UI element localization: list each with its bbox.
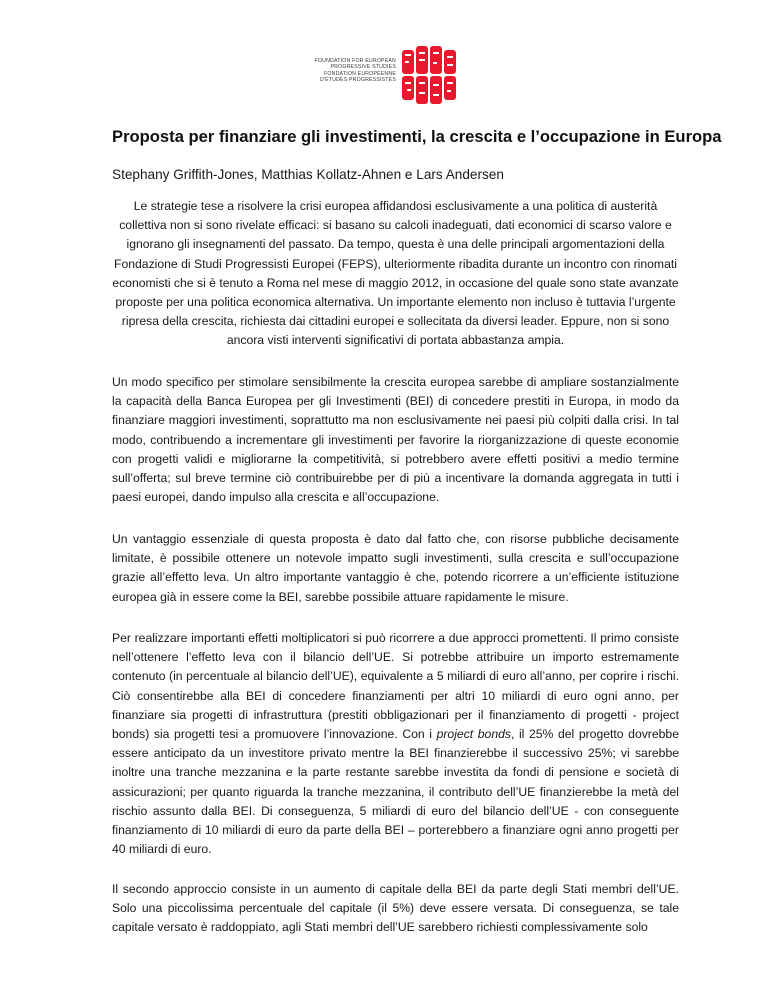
body-paragraph xyxy=(112,629,679,859)
foundation-name-line: FONDATION EUROPÉENNE xyxy=(324,70,396,77)
feps-logo xyxy=(398,44,460,106)
body-paragraph: Un modo specifico per stimolare sensibilmente la crescita europea sarebbe di ampliare sostanzialmente la capacità della Banca Europea per gli Investimenti (BEI) di concedere prestiti in Europa, in modo da finanziare maggiori investimenti, soprattutto ma non esclusivamente nei paesi più colpiti dalla crisi. In tal modo, contribuendo a incrementare gli investimenti per favorire la riorganizzazione di queste economie con progetti validi e migliorarne la competitività, si potrebbero avere effetti positivi a medio termine sull’offerta; sul breve termine ciò contribuirebbe per di più a incentivare la domanda aggregata in tutti i paesi europei, dando impulso alla crescita e all’occupazione. xyxy=(112,375,679,505)
body-text: Per realizzare importanti effetti moltiplicatori si può ricorrere a due approcci promettenti. Il primo consiste nell’ottenere l’effetto leva con il bilancio dell’UE. Si potrebbe attribuire un importo estremamente contenuto (in percentuale al bilancio dell’UE), equivalente a 5 miliardi di euro all’anno, per coprire i rischi. Ciò consentirebbe alla BEI di concedere finanziamenti per altri 10 miliardi di euro ogni anno, per finanziare sia progetti di infrastruttura (prestiti obbligazionari per il finanziamento di progetti - project bonds) sia progetti tesi a promuovere l’innovazione. Con i xyxy=(112,631,679,742)
foundation-name-line: D'ÉTUDES PROGRESSISTES xyxy=(319,77,396,84)
document-authors: Stephany Griffith-Jones, Matthias Kollatz-Ahnen e Lars Andersen xyxy=(112,167,504,182)
italic-term: project bonds xyxy=(436,727,511,742)
abstract-paragraph: Le strategie tese a risolvere la crisi europea affidandosi esclusivamente a una politica di austerità collettiva non si sono rivelate efficaci: si basano su calcoli inadeguati, dati economici di scarso valore e ignorano gli insegnamenti del passato. Da tempo, questa è una delle principali argomentazioni della Fondazione di Studi Progressisti Europei (FEPS), ulteriormente ribadita durante un incontro con rinomati economisti che si è tenuto a Roma nel mese di maggio 2012, in occasione del quale sono state avanzate proposte per una politica economica alternativa. Un importante elemento non incluso è tuttavia l’urgente ripresa della crescita, richiesta dai cittadini europei e sollecitata da diversi leader. Eppure, non si sono ancora visti interventi significativi di portata abbastanza ampia. xyxy=(112,199,679,348)
document-title: Proposta per finanziare gli investimenti, la crescita e l’occupazione in Europa xyxy=(112,127,722,146)
page-header xyxy=(306,44,466,108)
body-paragraph: Un vantaggio essenziale di questa proposta è dato dal fatto che, con risorse pubbliche decisamente limitate, è possibile ottenere un notevole impatto sugli investimenti, sulla crescita e sull’occupazione grazie all’effetto leva. Un altro importante vantaggio è che, potendo ricorrere a un’efficiente istituzione europea già in essere come la BEI, sarebbe possibile attuare rapidamente le misure. xyxy=(112,532,679,604)
foundation-name-line: PROGRESSIVE STUDIES xyxy=(330,64,396,71)
body-paragraph: Il secondo approccio consiste in un aumento di capitale della BEI da parte degli Stati membri dell’UE. Solo una piccolissima percentuale del capitale (il 5%) deve essere versata. Di conseguenza, se tale capitale versato è raddoppiato, agli Stati membri dell’UE sarebbero richiesti complessivamente solo xyxy=(112,882,679,935)
foundation-name xyxy=(306,58,396,84)
foundation-name-line: FOUNDATION FOR EUROPEAN xyxy=(314,58,396,64)
body-text: , il 25% del progetto dovrebbe essere anticipato da un investitore privato mentre la BEI finanzierebbe il successivo 25%; vi sarebbe inoltre una tranche mezzanina e la parte restante sarebbe investita da fondi di pensione e società di assicurazioni; per quanto riguarda la tranche mezzanina, il contributo dell’UE finanzierebbe la metà del rischio assunto dalla BEI. Di conseguenza, 5 miliardi di euro del bilancio dell’UE - con conseguente finanziamento di 10 miliardi di euro da parte della BEI – porterebbero a finanziare ogni anno progetti per 40 miliardi di euro. xyxy=(112,727,679,857)
